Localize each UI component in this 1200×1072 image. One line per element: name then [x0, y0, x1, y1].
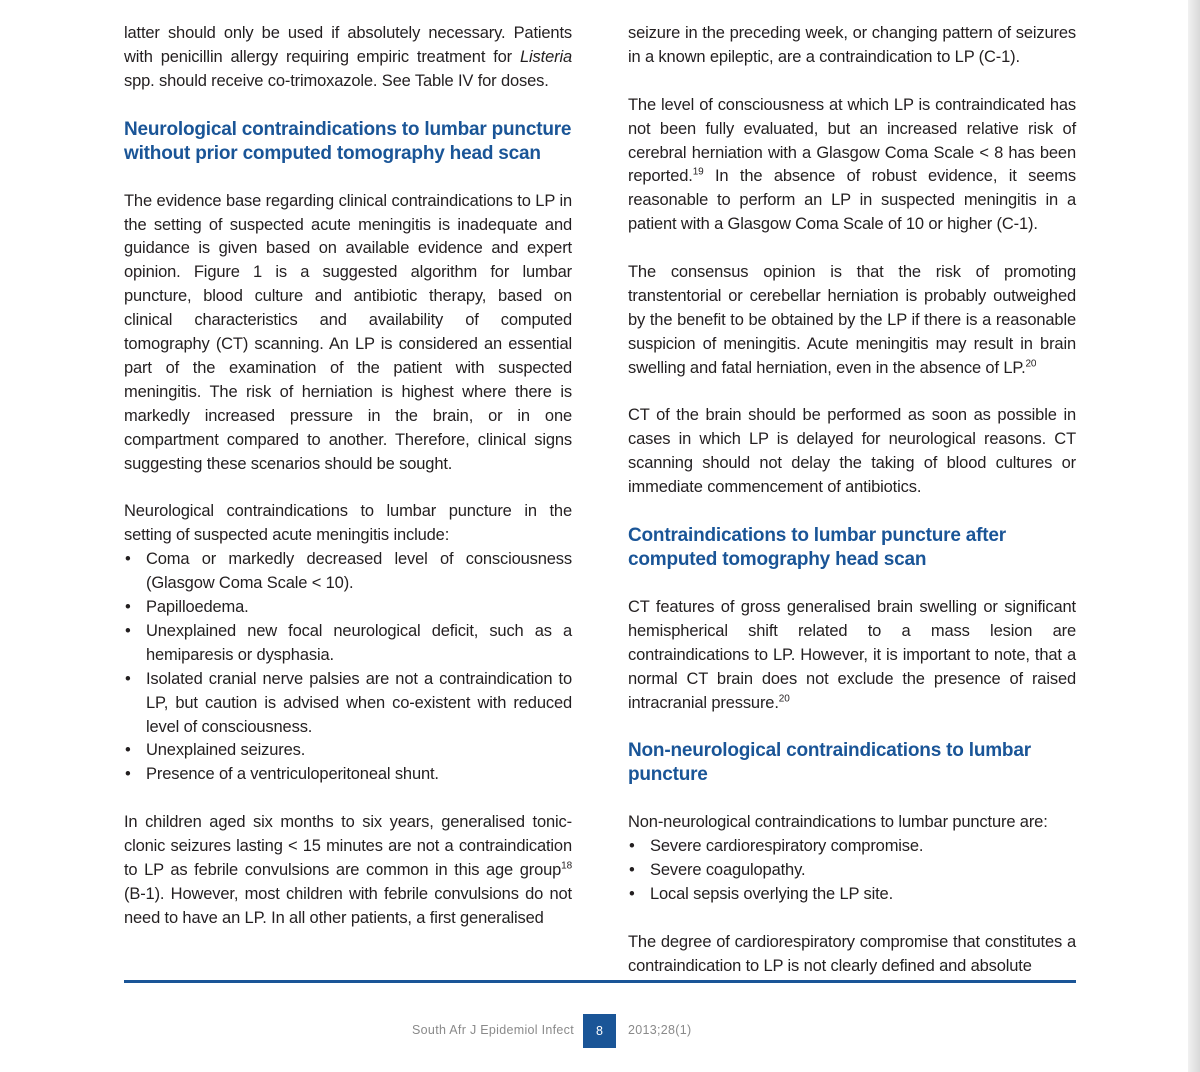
citation-ref: 20: [1025, 358, 1037, 370]
right-column: [628, 22, 1076, 1003]
bullet-icon: •: [629, 837, 635, 856]
bullet-icon: •: [125, 741, 131, 760]
page-number: 8: [583, 1014, 616, 1048]
footer-divider: [124, 980, 1076, 983]
list-item: • Severe coagulopathy.: [628, 859, 1076, 883]
bullet-list: [124, 548, 572, 787]
paragraph: Neurological contraindications to lumbar puncture in the setting of suspected acute meningitis include:: [124, 502, 572, 545]
list-item: • Presence of a ventriculoperitoneal shunt.: [124, 763, 572, 787]
bullet-icon: •: [125, 598, 131, 616]
bullet-icon: •: [125, 550, 131, 569]
list-item: • Local sepsis overlying the LP site.: [628, 883, 1076, 907]
citation-ref: 19: [692, 166, 704, 178]
list-item: • Unexplained seizures.: [124, 739, 572, 763]
paragraph: The level of consciousness at which LP is contraindicated has not been fully evaluated, but an increased relative risk of cerebral herniation with a Glasgow Coma Scale < 8 has been reported.$^{19}$ In the absence of robust evidence, it seems reasonable to perform an LP in suspected meningitis in a patient with a Glasgow Coma Scale of 10 or higher (C-1).: [628, 95, 1076, 234]
section-heading: Contraindications to lumbar puncture after computed tomography head scan: [628, 524, 1006, 570]
paragraph: The degree of cardiorespiratory compromise that constitutes a contraindication to LP is not clearly defined and absolute: [628, 932, 1076, 975]
paragraph: The evidence base regarding clinical contraindications to LP in the setting of suspected acute meningitis is inadequate and guidance is given based on available evidence and expert opinion. Figure 1 is a suggested algorithm for lumbar puncture, blood culture and antibiotic therapy, based on clinical characteristics and availability of computed tomography (CT) scanning. An LP is considered an essential part of the examination of the patient with suspected meningitis. The risk of herniation is highest where there is markedly increased pressure in the brain, or in one compartment compared to another. Therefore, clinical signs suggesting these scenarios should be sought.: [124, 191, 572, 473]
journal-name: South Afr J Epidemiol Infect: [412, 1023, 574, 1037]
bullet-icon: •: [629, 885, 635, 904]
section-heading: Non-neurological contraindications to lumbar puncture: [628, 740, 1031, 786]
list-item: • Coma or markedly decreased level of consciousness (Glasgow Coma Scale < 10).: [125, 550, 572, 593]
list-item: • Papilloedema.: [124, 596, 572, 620]
citation-ref: 18: [561, 860, 572, 872]
section-heading: Neurological contraindications to lumbar puncture without prior computed tomography head scan: [124, 118, 572, 164]
bullet-icon: •: [125, 765, 131, 784]
italic-term: Listeria: [520, 47, 572, 66]
paragraph: Non-neurological contraindications to lumbar puncture are:: [628, 813, 1048, 832]
paragraph: In children aged six months to six years, generalised tonic-clonic seizures lasting < 15 minutes are not a contraindication to LP as febrile convulsions are common in this age group$^{18}$ (B-1). However, most children with febrile convulsions do not need to have an LP. In all other patients, a first generalised: [124, 813, 572, 927]
citation-ref: 20: [778, 693, 790, 705]
left-column: [124, 22, 572, 955]
list-item: • Severe cardiorespiratory compromise.: [628, 835, 1076, 859]
bullet-list: [628, 835, 1076, 907]
bullet-icon: •: [629, 861, 635, 880]
page-edge-shadow: [1188, 0, 1200, 1072]
list-item: • Unexplained new focal neurological deficit, such as a hemiparesis or dysphasia.: [125, 621, 572, 664]
page-footer: [0, 1014, 1188, 1048]
paragraph: The consensus opinion is that the risk of promoting transtentorial or cerebellar herniation is probably outweighed by the benefit to be obtained by the LP if there is a reasonable suspicion of meningitis. Acute meningitis may result in brain swelling and fatal herniation, even in the absence of LP.$^{20}$: [628, 263, 1076, 377]
bullet-icon: •: [125, 621, 131, 640]
bullet-icon: •: [125, 669, 131, 688]
paragraph: CT of the brain should be performed as soon as possible in cases in which LP is delayed for neurological reasons. CT scanning should not delay the taking of blood cultures or immediate commencement of antibiotics.: [628, 406, 1076, 497]
list-item: • Isolated cranial nerve palsies are not a contraindication to LP, but caution is advised when co-existent with reduced level of consciousness.: [125, 669, 572, 736]
journal-issue: 2013;28(1): [628, 1023, 692, 1037]
paragraph: seizure in the preceding week, or changing pattern of seizures in a known epileptic, are a contraindication to LP (C-1).: [628, 24, 1076, 66]
paragraph: CT features of gross generalised brain swelling or significant hemispherical shift related to a mass lesion are contraindications to LP. However, it is important to note, that a normal CT brain does not exclude the presence of raised intracranial pressure.$^{20}$: [628, 597, 1076, 712]
paragraph: latter should only be used if absolutely necessary. Patients with penicillin allergy requiring empiric treatment for Listeria spp. should receive co-trimoxazole. See Table IV for doses.: [124, 24, 572, 90]
